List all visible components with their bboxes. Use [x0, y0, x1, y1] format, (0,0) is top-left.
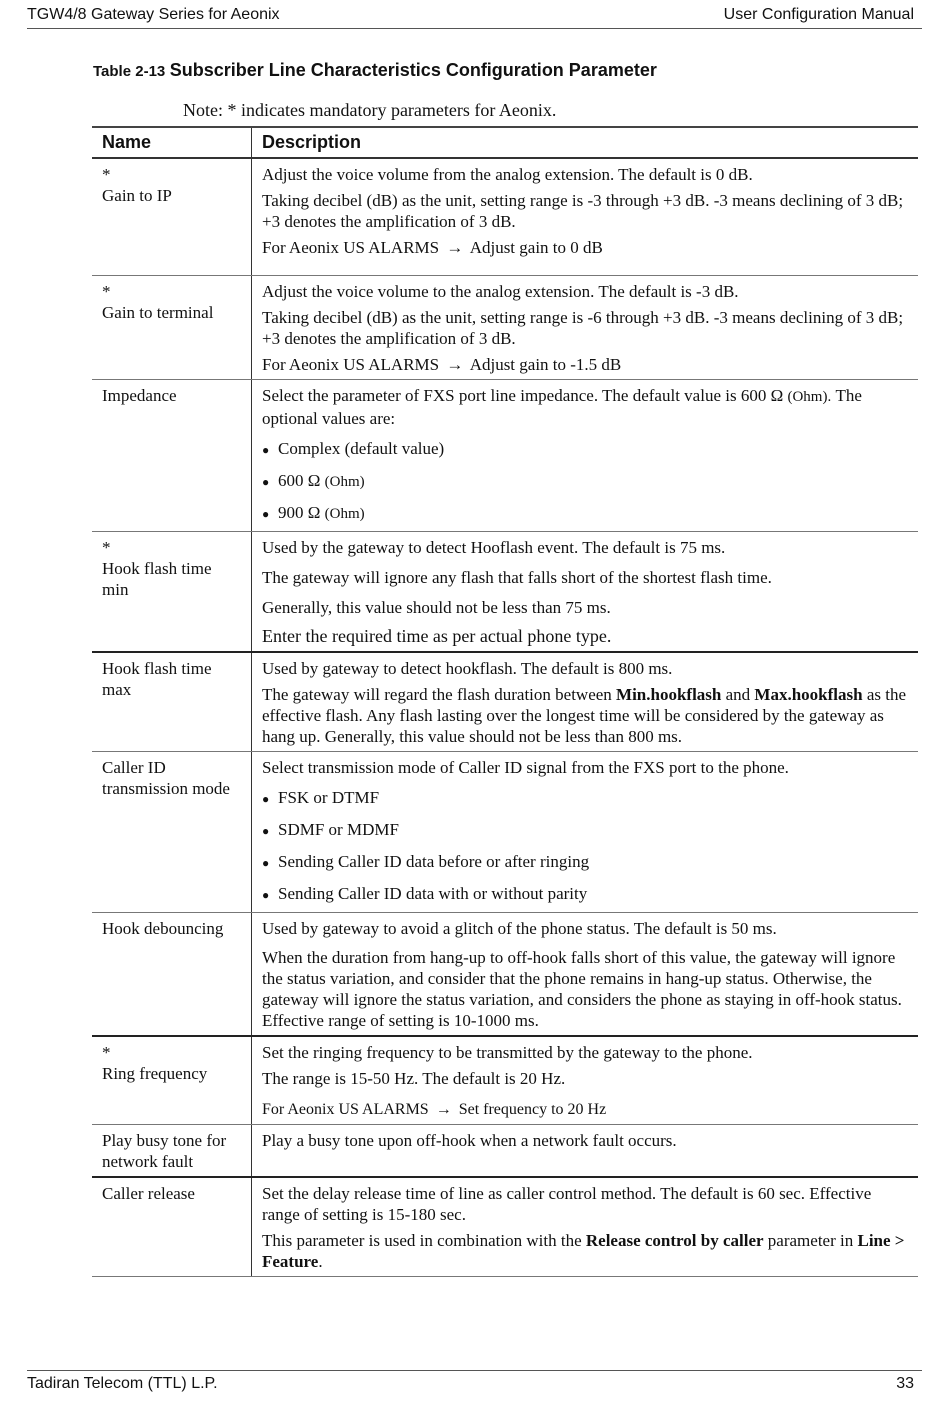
description-text: Set the ringing frequency to be transmitted by the gateway to the phone.	[262, 1043, 753, 1062]
param-name: Impedance	[102, 386, 177, 405]
param-description	[252, 158, 919, 276]
description-text: Play a busy tone upon off-hook when a network fault occurs.	[262, 1131, 677, 1150]
param-description	[252, 652, 919, 752]
note-action: Set frequency to 20 Hz	[458, 1101, 607, 1118]
table-row	[92, 913, 918, 1037]
bullet-icon: ●	[262, 475, 270, 489]
bullet-icon: ●	[262, 792, 270, 806]
unit-label: (Ohm)	[324, 474, 365, 490]
description-text: When the duration from hang-up to off-hook falls short of this value, the gateway will ignore the status variation, and consider that the phone remains in hang-up status. Otherwise, the gateway will ignore the status variation, and considers the phone as staying in off-hook status. Effective range of setting is 10-1000 ms.	[262, 948, 902, 1030]
param-description	[252, 913, 919, 1037]
param-name: Gain to IP	[102, 186, 172, 205]
table-row	[92, 158, 918, 276]
table-row	[92, 276, 918, 380]
param-name: Gain to terminal	[102, 303, 214, 322]
param-name: Hook flash time min	[102, 559, 212, 599]
param-name: Hook debouncing	[102, 919, 224, 938]
description-text	[262, 1230, 908, 1272]
bullet-icon: ●	[262, 888, 270, 902]
text-span: The gateway will regard the flash duration between	[262, 685, 612, 704]
table-row	[92, 532, 918, 653]
description-text: The gateway will ignore any flash that falls short of the shortest flash time.	[262, 568, 772, 587]
param-reference: Release control by caller	[585, 1231, 764, 1250]
table-row	[92, 1125, 918, 1178]
note-prefix: For Aeonix US ALARMS	[262, 238, 440, 257]
page-footer	[27, 1370, 922, 1393]
note-prefix: For Aeonix US ALARMS	[262, 1101, 429, 1118]
list-item-text: SDMF or MDMF	[278, 820, 399, 839]
unit-label: (Ohm).	[787, 389, 832, 405]
column-header-name: Name	[92, 127, 252, 158]
header-manual-name: User Configuration Manual	[723, 6, 914, 23]
table-row	[92, 380, 918, 532]
spacer	[262, 263, 908, 271]
mandatory-note: Note: * indicates mandatory parameters for Aeonix.	[183, 100, 557, 120]
list-item	[262, 502, 908, 525]
param-description	[252, 1125, 919, 1178]
param-description	[252, 1036, 919, 1125]
param-description	[252, 532, 919, 653]
list-item	[262, 819, 908, 842]
table-header-row	[92, 127, 918, 158]
list-item-text: 600 Ω	[278, 471, 321, 490]
param-name: Play busy tone for network fault	[102, 1131, 227, 1171]
note-prefix: For Aeonix US ALARMS	[262, 355, 440, 374]
param-description	[252, 380, 919, 532]
page-number: 33	[896, 1375, 914, 1392]
description-text: Used by gateway to avoid a glitch of the phone status. The default is 50 ms.	[262, 919, 777, 938]
mandatory-marker: *	[102, 165, 111, 184]
text-span: as the effective flash. Any flash lasting over the longest time will be considered by the gateway as hang up. Generally, this value should not be less than 800 ms.	[262, 685, 907, 746]
param-description	[252, 752, 919, 913]
param-name-cell	[92, 1036, 252, 1125]
bullet-icon: ●	[262, 856, 270, 870]
param-name-cell	[92, 1177, 252, 1277]
arrow-right-icon: →	[435, 1101, 452, 1118]
bullet-icon: ●	[262, 507, 270, 521]
param-name-cell	[92, 532, 252, 653]
text-span: .	[318, 1252, 323, 1271]
param-name: Caller ID transmission mode	[102, 758, 230, 798]
description-text: Select transmission mode of Caller ID signal from the FXS port to the phone.	[262, 758, 789, 777]
text-span: Select the parameter of FXS port line impedance. The default value is 600 Ω	[262, 386, 784, 405]
header-title: TGW4/8 Gateway Series for Aeonix	[27, 6, 280, 23]
description-text: Taking decibel (dB) as the unit, setting range is -3 through +3 dB. -3 means declining of 3 dB; +3 denotes the amplification of 3 dB.	[262, 191, 904, 231]
description-text: The range is 15-50 Hz. The default is 20 Hz.	[262, 1069, 566, 1088]
aeonix-alarm-note	[262, 354, 908, 375]
arrow-right-icon: →	[446, 355, 464, 374]
param-description	[252, 276, 919, 380]
param-name-cell	[92, 752, 252, 913]
table-title: Subscriber Line Characteristics Configuration Parameter	[169, 60, 657, 80]
list-item	[262, 438, 908, 461]
param-name-cell	[92, 380, 252, 532]
list-item	[262, 883, 908, 906]
bullet-icon: ●	[262, 824, 270, 838]
table-row	[92, 1177, 918, 1277]
column-header-description: Description	[252, 127, 919, 158]
arrow-right-icon: →	[446, 238, 464, 257]
list-item-text: FSK or DTMF	[278, 788, 380, 807]
param-name-cell	[92, 652, 252, 752]
list-item	[262, 787, 908, 810]
description-text	[262, 385, 908, 429]
footer-company: Tadiran Telecom (TTL) L.P.	[27, 1375, 218, 1392]
note-action: Adjust gain to -1.5 dB	[469, 355, 622, 374]
option-list	[262, 438, 908, 525]
param-name-cell	[92, 276, 252, 380]
note-action: Adjust gain to 0 dB	[469, 238, 603, 257]
description-text: Used by gateway to detect hookflash. The default is 800 ms.	[262, 659, 673, 678]
description-text: Enter the required time as per actual phone type.	[262, 626, 612, 646]
aeonix-alarm-note	[262, 237, 908, 258]
description-text: Taking decibel (dB) as the unit, setting range is -6 through +3 dB. -3 means declining of 3 dB; +3 denotes the amplification of 3 dB.	[262, 308, 904, 348]
param-name: Caller release	[102, 1184, 195, 1203]
option-list	[262, 787, 908, 906]
bullet-icon: ●	[262, 443, 270, 457]
param-name: Ring frequency	[102, 1064, 208, 1083]
param-name-cell	[92, 913, 252, 1037]
table-caption	[93, 60, 657, 81]
list-item	[262, 470, 908, 493]
parameter-table	[92, 126, 918, 1277]
text-span: and	[725, 685, 751, 704]
param-reference: Min.hookflash	[616, 685, 722, 704]
description-text: Generally, this value should not be less than 75 ms.	[262, 598, 611, 617]
table-row	[92, 1036, 918, 1125]
list-item-text: 900 Ω	[278, 503, 321, 522]
aeonix-alarm-note	[262, 1099, 908, 1120]
param-name-cell	[92, 158, 252, 276]
description-text: Adjust the voice volume from the analog extension. The default is 0 dB.	[262, 165, 753, 184]
mandatory-marker: *	[102, 1043, 111, 1062]
table-number: Table 2-13	[93, 63, 166, 80]
mandatory-marker: *	[102, 538, 111, 557]
table-row	[92, 752, 918, 913]
table-row	[92, 652, 918, 752]
list-item	[262, 851, 908, 874]
page-header	[27, 6, 922, 29]
description-text: Used by the gateway to detect Hooflash event. The default is 75 ms.	[262, 538, 726, 557]
text-span: The optional values are:	[262, 386, 862, 428]
unit-label: (Ohm)	[324, 506, 365, 522]
param-description	[252, 1177, 919, 1277]
mandatory-marker: *	[102, 282, 111, 301]
param-name-cell	[92, 1125, 252, 1178]
menu-path-reference: Line > Feature	[262, 1231, 905, 1271]
description-text	[262, 684, 908, 747]
param-name: Hook flash time max	[102, 659, 212, 699]
list-item-text: Sending Caller ID data before or after ringing	[278, 852, 590, 871]
text-span: This parameter is used in combination with the	[262, 1231, 582, 1250]
list-item-text: Sending Caller ID data with or without parity	[278, 884, 588, 903]
list-item-text: Complex (default value)	[278, 439, 445, 458]
description-text: Adjust the voice volume to the analog extension. The default is -3 dB.	[262, 282, 739, 301]
text-span: parameter in	[767, 1231, 854, 1250]
description-text: Set the delay release time of line as caller control method. The default is 60 sec. Effective range of setting is 15-180 sec.	[262, 1184, 872, 1224]
param-reference: Max.hookflash	[754, 685, 863, 704]
